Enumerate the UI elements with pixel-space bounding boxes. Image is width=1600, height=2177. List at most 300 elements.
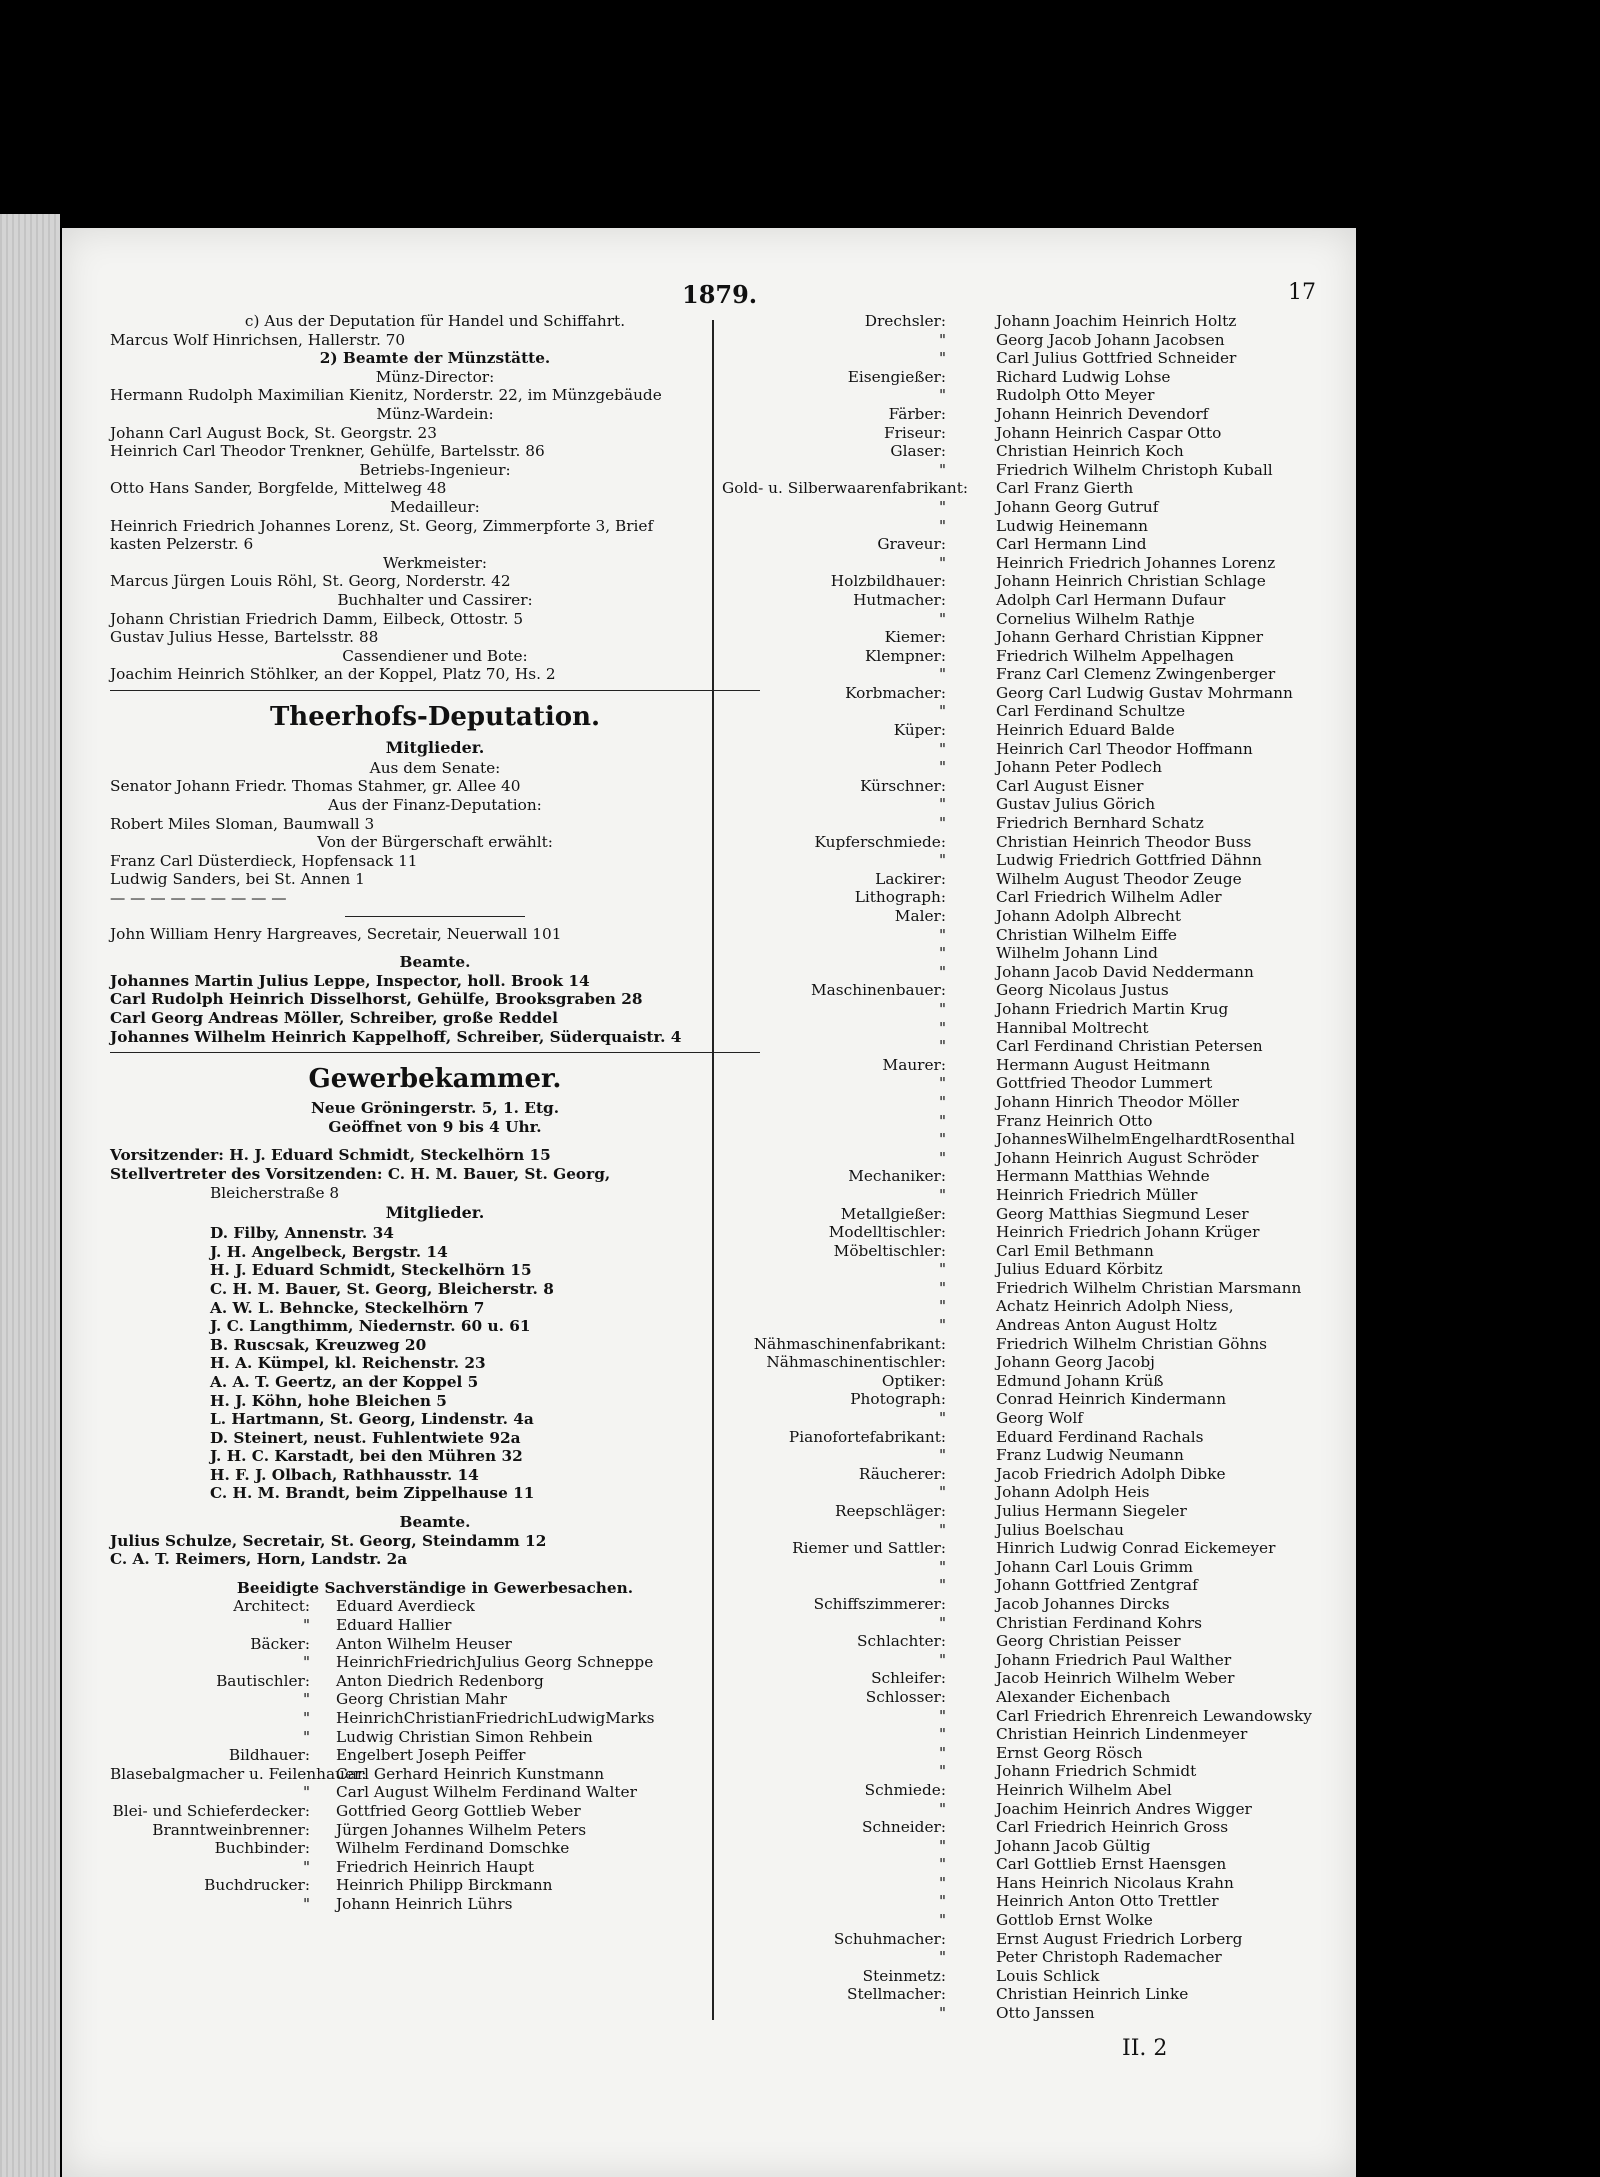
gewerbe-title: Gewerbekammer.	[308, 1064, 562, 1095]
chamber-member: B. Ruscsak, Kreuzweg 20	[210, 1335, 427, 1354]
expert-trade: "	[302, 1709, 310, 1727]
expert-trade: "	[938, 553, 946, 572]
official-role: Cassendiener und Bote:	[342, 646, 528, 665]
expert-name: Gottfried Georg Gottlieb Weber	[336, 1801, 581, 1820]
expert-row	[722, 1297, 1322, 1316]
expert-name: Johann Carl Louis Grimm	[996, 1557, 1194, 1576]
expert-row	[722, 684, 1322, 703]
expert-name: Johann Hinrich Theodor Möller	[996, 1092, 1239, 1111]
expert-trade: Maschinenbauer:	[811, 981, 946, 1000]
expert-trade: "	[938, 1130, 946, 1149]
expert-trade: Nähmaschinenfabrikant:	[753, 1334, 946, 1353]
expert-row	[110, 1839, 760, 1858]
official-role: Münz-Director:	[375, 367, 495, 386]
expert-row	[722, 814, 1322, 833]
expert-name: Friedrich Wilhelm Christian Göhns	[996, 1334, 1268, 1353]
expert-row	[110, 1728, 760, 1747]
expert-trade: "	[938, 386, 946, 405]
expert-trade: Kupferschmiede:	[814, 832, 946, 851]
expert-trade: Pianofortefabrikant:	[788, 1427, 946, 1446]
gewerbe-hours: Geöffnet von 9 bis 4 Uhr.	[328, 1117, 542, 1136]
expert-row	[722, 1483, 1322, 1502]
expert-row	[722, 1353, 1322, 1372]
expert-row	[722, 1669, 1322, 1688]
expert-name: Georg Wolf	[996, 1409, 1083, 1428]
expert-name: Carl Friedrich Ehrenreich Lewandowsky	[996, 1706, 1312, 1725]
expert-name: Georg Nicolaus Justus	[996, 981, 1169, 1000]
expert-name: Ernst August Friedrich Lorberg	[996, 1929, 1243, 1948]
expert-name: Carl Ferdinand Schultze	[996, 702, 1186, 721]
expert-row	[722, 386, 1322, 405]
expert-name: Eduard Averdieck	[336, 1597, 475, 1616]
expert-trade: Lackirer:	[875, 869, 946, 888]
chamber-member: C. H. M. Bauer, St. Georg, Bleicherstr. 8	[210, 1279, 554, 1298]
expert-row	[722, 1112, 1322, 1131]
expert-name: Georg Carl Ludwig Gustav Mohrmann	[996, 683, 1293, 702]
section-heading-handel: c) Aus der Deputation für Handel und Schiffahrt.	[244, 312, 626, 330]
expert-trade: "	[938, 1260, 946, 1279]
expert-row	[722, 1967, 1322, 1986]
expert-trade: "	[938, 758, 946, 777]
expert-trade: "	[938, 1185, 946, 1204]
expert-row	[722, 1279, 1322, 1298]
expert-trade: "	[938, 1911, 946, 1930]
expert-row	[722, 1725, 1322, 1744]
short-rule	[345, 916, 525, 917]
expert-trade: "	[938, 814, 946, 833]
chamber-member: H. J. Eduard Schmidt, Steckelhörn 15	[210, 1261, 532, 1280]
page-edge-texture	[0, 214, 60, 2177]
expert-trade: "	[938, 1409, 946, 1428]
expert-row	[722, 405, 1322, 424]
expert-trade: Blei- und Schieferdecker:	[112, 1801, 310, 1820]
expert-name: Ludwig Heinemann	[996, 516, 1148, 535]
sachverstaendige-heading: Beeidigte Sachverständige in Gewerbesachen.	[236, 1578, 634, 1597]
chamber-member: D. Filby, Annenstr. 34	[210, 1224, 394, 1243]
official-role: Betriebs-Ingenieur:	[359, 460, 511, 479]
expert-row	[722, 795, 1322, 814]
expert-trade: Schlachter:	[857, 1632, 946, 1651]
expert-trade: Schuhmacher:	[833, 1929, 946, 1948]
divider-rule	[110, 690, 760, 691]
expert-trade: Glaser:	[890, 442, 946, 461]
expert-name: Peter Christoph Rademacher	[996, 1948, 1222, 1967]
official-role: Buchhalter und Cassirer:	[337, 590, 533, 609]
theerhof-beamte-heading: Beamte.	[399, 953, 471, 972]
expert-trade: "	[302, 1653, 310, 1672]
expert-trade: "	[938, 1316, 946, 1335]
expert-name: Hermann August Heitmann	[996, 1055, 1211, 1074]
expert-name: Heinrich Carl Theodor Hoffmann	[996, 739, 1253, 758]
expert-trade: Metallgießer:	[840, 1204, 946, 1223]
expert-name: Johann Peter Podlech	[996, 758, 1162, 777]
chamber-member: A. A. T. Geertz, an der Koppel 5	[210, 1372, 479, 1391]
theerhof-beamte-list	[110, 972, 760, 1046]
expert-name: Achatz Heinrich Adolph Niess,	[996, 1297, 1234, 1316]
expert-row	[722, 1056, 1322, 1075]
expert-row	[722, 1186, 1322, 1205]
expert-trade: "	[938, 1037, 946, 1056]
theerhof-official: Carl Rudolph Heinrich Disselhorst, Gehülfe, Brooksgraben 28	[110, 990, 643, 1009]
section-heading-muenze: 2) Beamte der Münzstätte.	[319, 349, 551, 368]
expert-trade: "	[938, 2004, 946, 2023]
expert-name: Ernst Georg Rösch	[996, 1743, 1143, 1762]
expert-trade: "	[938, 851, 946, 870]
expert-row	[722, 1019, 1322, 1038]
buerger-heading: Von der Bürgerschaft erwählt:	[317, 833, 553, 852]
expert-name: Joachim Heinrich Andres Wigger	[996, 1799, 1252, 1818]
expert-row	[110, 1653, 760, 1672]
theerhof-title: Theerhofs-Deputation.	[269, 701, 601, 732]
expert-row	[110, 1765, 760, 1784]
expert-name: Friedrich Wilhelm Christian Marsmann	[996, 1278, 1302, 1297]
expert-trade: Korbmacher:	[845, 683, 946, 702]
chamber-member: C. H. M. Brandt, beim Zippelhause 11	[210, 1484, 535, 1503]
expert-name: Louis Schlick	[996, 1966, 1100, 1985]
expert-trade: Buchdrucker:	[204, 1876, 310, 1895]
expert-row	[110, 1858, 760, 1877]
expert-name: Carl August Wilhelm Ferdinand Walter	[336, 1783, 637, 1802]
expert-name: Georg Christian Peisser	[996, 1632, 1181, 1651]
expert-name: Georg Matthias Siegmund Leser	[996, 1204, 1249, 1223]
expert-name: Adolph Carl Hermann Dufaur	[996, 590, 1226, 609]
expert-trade: "	[938, 1762, 946, 1781]
expert-trade: Friseur:	[883, 423, 946, 442]
expert-row	[722, 944, 1322, 963]
chamber-official: Julius Schulze, Secretair, St. Georg, Steindamm 12	[110, 1531, 547, 1550]
expert-trade: "	[938, 1613, 946, 1632]
expert-trade: "	[938, 1576, 946, 1595]
expert-trade: "	[938, 925, 946, 944]
expert-trade: "	[938, 1725, 946, 1744]
trade-experts-list	[722, 312, 1322, 2023]
gewerbe-stellvertreter-address: Bleicherstraße 8	[210, 1183, 340, 1202]
expert-row	[722, 981, 1322, 1000]
expert-name: Franz Carl Clemenz Zwingenberger	[996, 665, 1276, 684]
expert-name: Johann Friedrich Paul Walther	[996, 1650, 1232, 1669]
expert-name: Friedrich Wilhelm Christoph Kuball	[996, 460, 1273, 479]
expert-name: Gustav Julius Görich	[996, 795, 1156, 814]
expert-name: Carl Friedrich Heinrich Gross	[996, 1818, 1229, 1837]
expert-name: Carl Julius Gottfried Schneider	[996, 349, 1237, 368]
expert-name: Hans Heinrich Nicolaus Krahn	[996, 1873, 1234, 1892]
expert-row	[110, 1746, 760, 1765]
expert-trade: "	[938, 795, 946, 814]
expert-trade: Klempner:	[864, 646, 946, 665]
expert-trade: "	[938, 609, 946, 628]
chamber-member: D. Steinert, neust. Fuhlentwiete 92a	[210, 1428, 521, 1447]
expert-name: Christian Heinrich Linke	[996, 1985, 1189, 2004]
expert-trade: Lithograph:	[854, 888, 946, 907]
page-year: 1879.	[682, 280, 758, 309]
expert-trade: Schiffszimmerer:	[813, 1594, 946, 1613]
expert-row	[722, 870, 1322, 889]
expert-trade: Architect:	[233, 1597, 310, 1616]
expert-row	[722, 1651, 1322, 1670]
expert-trade: "	[938, 1743, 946, 1762]
expert-trade: Möbeltischler:	[833, 1241, 946, 1260]
buerger-member: Franz Carl Düsterdieck, Hopfensack 11	[110, 851, 418, 870]
expert-name: Andreas Anton August Holtz	[996, 1316, 1217, 1335]
expert-trade: "	[302, 1690, 310, 1709]
expert-row	[722, 1502, 1322, 1521]
expert-row	[722, 1818, 1322, 1837]
expert-trade: Bäcker:	[250, 1634, 310, 1653]
expert-row	[722, 1707, 1322, 1726]
expert-name: Engelbert Joseph Peiffer	[336, 1746, 526, 1765]
expert-trade: "	[938, 739, 946, 758]
theerhof-members-heading: Mitglieder.	[385, 737, 485, 757]
expert-row	[722, 1037, 1322, 1056]
expert-trade: Photograph:	[850, 1390, 946, 1409]
expert-name: Ludwig Christian Simon Rehbein	[336, 1727, 593, 1746]
expert-name: Anton Wilhelm Heuser	[336, 1634, 512, 1653]
chamber-member: H. F. J. Olbach, Rathhausstr. 14	[210, 1465, 479, 1484]
expert-trade: Schlosser:	[865, 1687, 946, 1706]
muenze-officials	[110, 368, 760, 684]
expert-name: Julius Hermann Siegeler	[996, 1502, 1187, 1520]
expert-name: Johann Heinrich Christian Schlage	[996, 572, 1266, 591]
expert-row	[722, 758, 1322, 777]
expert-name: Carl Emil Bethmann	[996, 1241, 1154, 1260]
expert-row	[722, 2004, 1322, 2023]
expert-name: Edmund Johann Krüß	[996, 1371, 1164, 1390]
finanz-member: Robert Miles Sloman, Baumwall 3	[110, 814, 375, 833]
expert-name: Christian Heinrich Theodor Buss	[996, 832, 1252, 851]
expert-name: Heinrich Friedrich Johann Krüger	[996, 1223, 1260, 1242]
expert-trade: "	[938, 1074, 946, 1093]
expert-trade: Bildhauer:	[228, 1746, 310, 1765]
official-name: kasten Pelzerstr. 6	[110, 535, 254, 554]
gewerbe-member-list	[110, 1224, 760, 1503]
expert-row	[722, 1911, 1322, 1930]
expert-row	[110, 1783, 760, 1802]
expert-row	[722, 1781, 1322, 1800]
expert-row	[110, 1690, 760, 1709]
expert-name: Rudolph Otto Meyer	[996, 386, 1155, 405]
expert-row	[722, 1800, 1322, 1819]
expert-trade: "	[938, 1706, 946, 1725]
expert-row	[722, 963, 1322, 982]
gewerbe-beamte-list	[110, 1532, 760, 1569]
expert-trade: Kürschner:	[860, 776, 946, 795]
expert-row	[722, 1409, 1322, 1428]
expert-row	[722, 1130, 1322, 1149]
expert-trade: Holzbildhauer:	[830, 572, 946, 591]
expert-row	[722, 368, 1322, 387]
expert-row	[110, 1802, 760, 1821]
expert-row	[722, 1372, 1322, 1391]
expert-row	[722, 1521, 1322, 1540]
expert-trade: "	[938, 349, 946, 368]
document-page	[62, 228, 1356, 2177]
expert-row	[110, 1709, 760, 1728]
senat-member: Senator Johann Friedr. Thomas Stahmer, gr. Allee 40	[110, 777, 521, 796]
dash-separator: — — — — — — — — —	[110, 889, 287, 908]
expert-name: Christian Wilhelm Eiffe	[996, 925, 1177, 944]
expert-name: Franz Ludwig Neumann	[996, 1446, 1184, 1465]
expert-trade: "	[938, 1483, 946, 1502]
expert-name: Johann Friedrich Schmidt	[996, 1762, 1197, 1781]
chamber-member: J. C. Langthimm, Niedernstr. 60 u. 61	[210, 1317, 531, 1336]
official-name: Otto Hans Sander, Borgfelde, Mittelweg 48	[110, 479, 447, 498]
official-name: Joachim Heinrich Stöhlker, an der Koppel, Platz 70, Hs. 2	[110, 665, 556, 684]
expert-row	[722, 349, 1322, 368]
expert-trade: "	[938, 1092, 946, 1111]
expert-name: Christian Ferdinand Kohrs	[996, 1613, 1203, 1632]
gewerbe-stellvertreter: Stellvertreter des Vorsitzenden: C. H. M. Bauer, St. Georg,	[110, 1164, 611, 1183]
expert-trade: Riemer und Sattler:	[792, 1539, 946, 1558]
expert-row	[722, 740, 1322, 759]
expert-row	[722, 1539, 1322, 1558]
expert-name: HeinrichFriedrichJulius Georg Schneppe	[336, 1653, 654, 1672]
expert-row	[722, 1465, 1322, 1484]
expert-name: JohannesWilhelmEngelhardtRosenthal	[996, 1130, 1295, 1149]
expert-row	[722, 1837, 1322, 1856]
expert-trade: "	[938, 1836, 946, 1855]
expert-name: Heinrich Anton Otto Trettler	[996, 1892, 1219, 1911]
expert-row	[722, 1632, 1322, 1651]
expert-name: Ludwig Friedrich Gottfried Dähnn	[996, 851, 1262, 870]
theerhof-official: Johannes Wilhelm Heinrich Kappelhoff, Schreiber, Süderquaistr. 4	[110, 1027, 682, 1046]
expert-trade: "	[302, 1783, 310, 1802]
left-column	[110, 312, 760, 1914]
expert-row	[722, 442, 1322, 461]
expert-name: Jürgen Johannes Wilhelm Peters	[336, 1820, 587, 1839]
expert-name: Johann Gerhard Christian Kippner	[996, 628, 1264, 647]
expert-name: Johann Adolph Heis	[996, 1483, 1150, 1502]
buerger-member: Ludwig Sanders, bei St. Annen 1	[110, 870, 365, 889]
expert-name: Carl Franz Gierth	[996, 479, 1134, 498]
expert-name: Franz Heinrich Otto	[996, 1111, 1153, 1130]
expert-trade: "	[302, 1727, 310, 1746]
expert-name: Carl Ferdinand Christian Petersen	[996, 1037, 1263, 1056]
expert-name: Hinrich Ludwig Conrad Eickemeyer	[996, 1539, 1276, 1558]
expert-name: Jacob Johannes Dircks	[996, 1594, 1170, 1613]
expert-name: Heinrich Philipp Birckmann	[336, 1876, 553, 1895]
official-name: Johann Christian Friedrich Damm, Eilbeck, Ottostr. 5	[110, 609, 524, 628]
expert-name: Eduard Ferdinand Rachals	[996, 1427, 1204, 1446]
expert-row	[722, 1223, 1322, 1242]
expert-row	[722, 572, 1322, 591]
expert-name: Wilhelm August Theodor Zeuge	[996, 869, 1242, 888]
expert-row	[722, 1000, 1322, 1019]
expert-name: Johann Joachim Heinrich Holtz	[996, 312, 1237, 330]
expert-name: Carl Friedrich Wilhelm Adler	[996, 888, 1222, 907]
expert-name: Georg Jacob Johann Jacobsen	[996, 330, 1225, 349]
expert-name: Jacob Heinrich Wilhelm Weber	[996, 1669, 1235, 1688]
expert-name: Johann Heinrich Devendorf	[996, 404, 1209, 423]
expert-row	[722, 647, 1322, 666]
expert-row	[722, 610, 1322, 629]
expert-trade: Drechsler:	[864, 312, 946, 330]
expert-row	[722, 1874, 1322, 1893]
expert-trade: Mechaniker:	[848, 1167, 946, 1186]
expert-name: Friedrich Heinrich Haupt	[336, 1857, 535, 1876]
expert-trade: Räucherer:	[858, 1464, 946, 1483]
expert-row	[722, 1074, 1322, 1093]
expert-row	[722, 1948, 1322, 1967]
expert-trade: "	[938, 1111, 946, 1130]
expert-name: Carl Hermann Lind	[996, 535, 1147, 554]
expert-trade: "	[938, 460, 946, 479]
expert-name: Carl Gottlieb Ernst Haensgen	[996, 1855, 1227, 1874]
expert-row	[110, 1616, 760, 1635]
chamber-member: J. H. Angelbeck, Bergstr. 14	[210, 1242, 448, 1261]
gewerbe-members-heading: Mitglieder.	[385, 1203, 485, 1223]
expert-trade: Nähmaschinentischler:	[766, 1353, 946, 1372]
expert-row	[722, 1595, 1322, 1614]
official-name: Johann Carl August Bock, St. Georgstr. 23	[110, 423, 437, 442]
expert-trade: "	[938, 1018, 946, 1037]
expert-row	[722, 461, 1322, 480]
expert-name: Johann Friedrich Martin Krug	[996, 999, 1229, 1018]
expert-name: Johann Jacob David Neddermann	[996, 962, 1254, 981]
expert-trade: Branntweinbrenner:	[152, 1820, 310, 1839]
printer-signature: II. 2	[1122, 2036, 1168, 2061]
expert-row	[722, 1149, 1322, 1168]
official-role: Münz-Wardein:	[376, 404, 494, 423]
expert-name: Johann Heinrich August Schröder	[996, 1148, 1259, 1167]
gewerbe-vorsitz: Vorsitzender: H. J. Eduard Schmidt, Steckelhörn 15	[110, 1146, 551, 1165]
expert-row	[722, 1985, 1322, 2004]
expert-trade: "	[938, 665, 946, 684]
sachverstaendige-list	[110, 1597, 760, 1913]
right-column	[722, 312, 1322, 2023]
expert-name: Johann Georg Gutruf	[996, 497, 1159, 516]
expert-trade: "	[938, 1948, 946, 1967]
official-name: Heinrich Friedrich Johannes Lorenz, St. Georg, Zimmerpforte 3, Brief	[110, 516, 654, 535]
expert-trade: "	[938, 1892, 946, 1911]
expert-name: Christian Heinrich Koch	[996, 442, 1184, 461]
expert-trade: "	[938, 1650, 946, 1669]
expert-trade: Stellmacher:	[846, 1985, 946, 2004]
expert-trade: "	[938, 944, 946, 963]
expert-name: Gottfried Theodor Lummert	[996, 1074, 1213, 1093]
expert-name: Julius Boelschau	[996, 1520, 1124, 1539]
expert-name: Johann Jacob Gültig	[996, 1836, 1151, 1855]
expert-row	[722, 721, 1322, 740]
expert-name: Julius Eduard Körbitz	[996, 1260, 1163, 1279]
expert-name: Eduard Hallier	[336, 1616, 452, 1635]
expert-trade: "	[938, 1446, 946, 1465]
expert-row	[722, 628, 1322, 647]
expert-trade: "	[302, 1857, 310, 1876]
page-header	[62, 280, 1356, 310]
expert-row	[722, 1260, 1322, 1279]
expert-name: Jacob Friedrich Adolph Dibke	[996, 1464, 1226, 1483]
expert-row	[722, 1614, 1322, 1633]
expert-trade: Blasebalgmacher u. Feilenhauer:	[110, 1764, 367, 1783]
official-name: Gustav Julius Hesse, Bartelsstr. 88	[110, 628, 379, 647]
expert-trade: "	[938, 1148, 946, 1167]
expert-row	[110, 1635, 760, 1654]
expert-name: Wilhelm Ferdinand Domschke	[336, 1839, 570, 1858]
expert-name: Christian Heinrich Lindenmeyer	[996, 1725, 1248, 1744]
expert-row	[722, 554, 1322, 573]
expert-name: Wilhelm Johann Lind	[996, 944, 1158, 963]
expert-trade: "	[938, 1520, 946, 1539]
expert-row	[722, 535, 1322, 554]
expert-name: Hermann Matthias Wehnde	[996, 1167, 1210, 1186]
expert-row	[722, 665, 1322, 684]
theerhof-secretair: John William Henry Hargreaves, Secretair, Neuerwall 101	[110, 924, 562, 943]
expert-row	[110, 1895, 760, 1914]
expert-row	[722, 1390, 1322, 1409]
expert-name: Johann Heinrich Caspar Otto	[996, 423, 1222, 442]
expert-row	[110, 1597, 760, 1616]
expert-trade: Küper:	[893, 721, 946, 740]
